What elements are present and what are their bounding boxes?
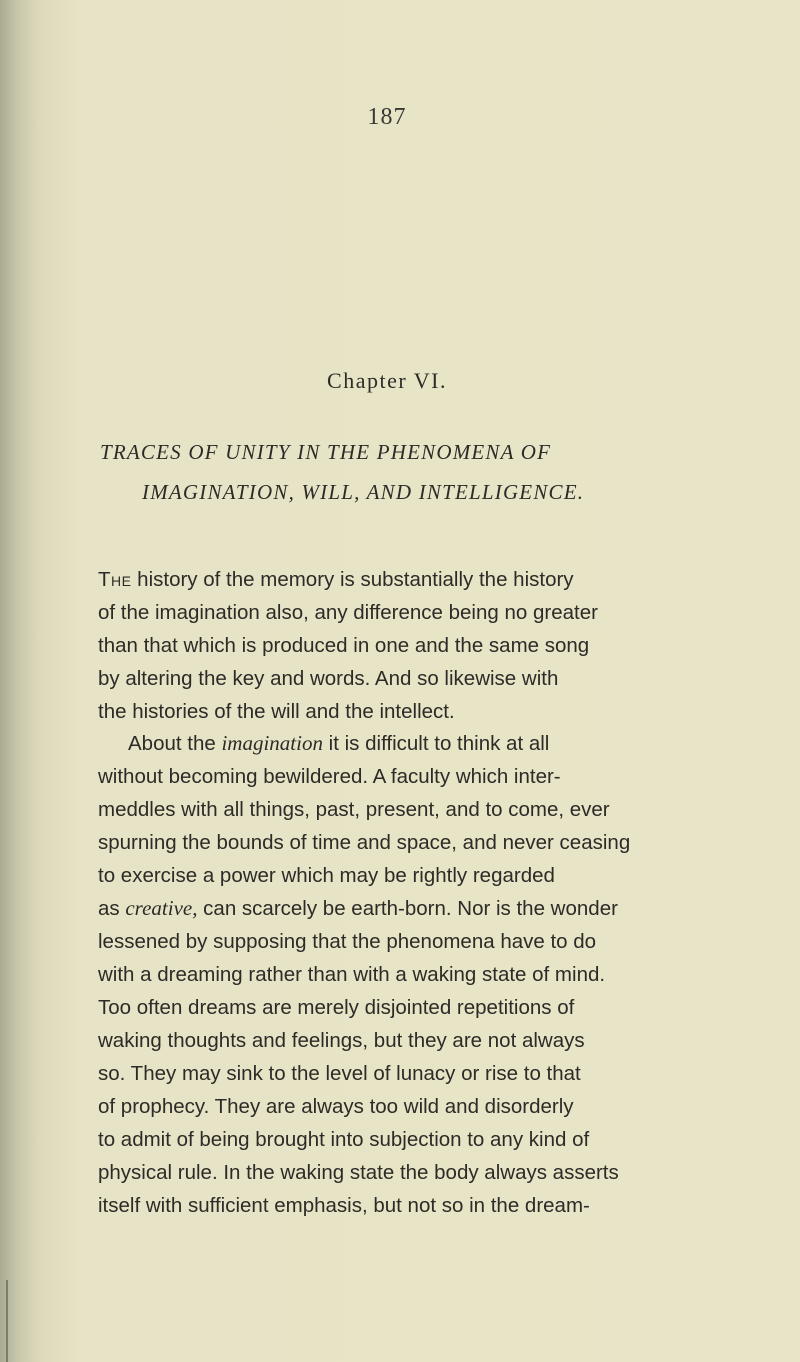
paragraph-line: without becoming bewildered. A faculty which inter- <box>98 765 561 788</box>
text-span: About the <box>128 732 222 755</box>
paragraph-line: so. They may sink to the level of lunacy or rise to that <box>98 1062 581 1085</box>
lead-word: The <box>98 568 132 591</box>
paragraph-1 <box>98 563 710 728</box>
chapter-title <box>98 432 718 512</box>
paragraph-2 <box>98 727 710 1222</box>
italic-term: creative, <box>125 896 198 920</box>
page-number: 187 <box>367 104 407 130</box>
paragraph-line: by altering the key and words. And so likewise with <box>98 667 559 690</box>
chapter-title-line-2: IMAGINATION, WILL, AND INTELLIGENCE. <box>142 480 585 504</box>
paragraph-line: to admit of being brought into subjection to any kind of <box>98 1128 590 1151</box>
paragraph-line: physical rule. In the waking state the body always asserts <box>98 1161 619 1184</box>
text-span: it is difficult to think at all <box>322 732 550 755</box>
text-span: can scarcely be earth-born. Nor is the wonder <box>197 897 618 920</box>
paragraph-line <box>98 892 710 925</box>
paragraph-line: than that which is produced in one and the same song <box>98 634 590 657</box>
binding-gutter <box>6 1280 8 1362</box>
paragraph-line: with a dreaming rather than with a waking state of mind. <box>98 963 606 986</box>
paragraph-line: the histories of the will and the intellect. <box>98 700 455 723</box>
paragraph-line <box>98 727 710 760</box>
paragraph-line: of prophecy. They are always too wild and disorderly <box>98 1095 574 1118</box>
chapter-heading: Chapter VI. <box>327 368 447 393</box>
chapter-title-line-1: TRACES OF UNITY IN THE PHENOMENA OF <box>100 440 552 464</box>
paragraph-line: spurning the bounds of time and space, and never ceasing <box>98 831 631 854</box>
text-span: as <box>98 897 126 920</box>
paragraph-line: waking thoughts and feelings, but they are not always <box>98 1029 585 1052</box>
paragraph-line: itself with sufficient emphasis, but not so in the dream- <box>98 1194 590 1217</box>
paragraph-line: meddles with all things, past, present, and to come, ever <box>98 798 610 821</box>
paragraph-line: to exercise a power which may be rightly regarded <box>98 864 555 887</box>
paragraph-line: of the imagination also, any difference being no greater <box>98 601 598 624</box>
text-span: history of the memory is substantially the history <box>131 568 574 591</box>
paragraph-line: lessened by supposing that the phenomena have to do <box>98 930 597 953</box>
paragraph-line <box>98 563 710 596</box>
paragraph-line: Too often dreams are merely disjointed repetitions of <box>98 996 575 1019</box>
italic-term: imagination <box>221 731 323 755</box>
